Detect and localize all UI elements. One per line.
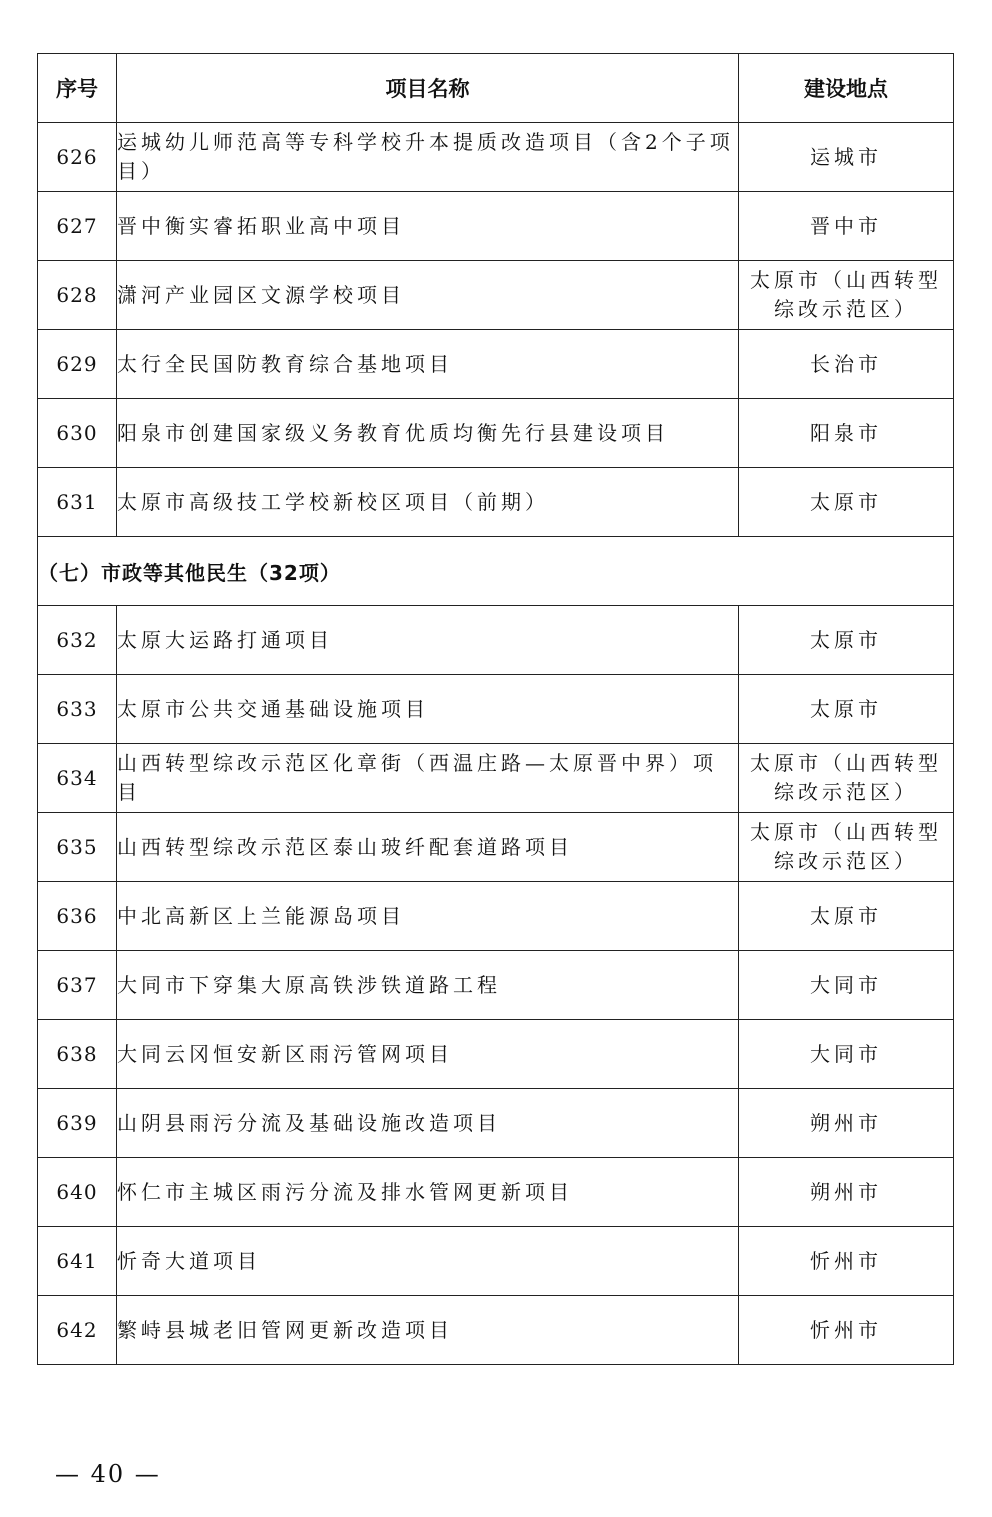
table-row [38,882,954,951]
row-name: 晋中衡实睿拓职业高中项目 [117,192,739,261]
table-row [38,123,954,192]
row-name: 阳泉市创建国家级义务教育优质均衡先行县建设项目 [117,399,739,468]
table-row [38,675,954,744]
row-num: 638 [38,1020,117,1089]
row-name: 怀仁市主城区雨污分流及排水管网更新项目 [117,1158,739,1227]
row-name: 山西转型综改示范区泰山玻纤配套道路项目 [117,813,739,882]
row-location: 太原市 [739,468,954,537]
row-num: 628 [38,261,117,330]
row-num: 636 [38,882,117,951]
row-name: 繁峙县城老旧管网更新改造项目 [117,1296,739,1365]
row-num: 629 [38,330,117,399]
section-title: （七）市政等其他民生（32项） [38,537,954,606]
row-location: 太原市 [739,606,954,675]
table-row [38,330,954,399]
row-location: 运城市 [739,123,954,192]
row-location: 太原市（山西转型综改示范区） [739,813,954,882]
row-num: 632 [38,606,117,675]
table-row [38,192,954,261]
header-num: 序号 [38,54,117,123]
page-number: — 40 — [55,1460,161,1488]
row-num: 635 [38,813,117,882]
row-name: 大同云冈恒安新区雨污管网项目 [117,1020,739,1089]
row-location: 阳泉市 [739,399,954,468]
row-name: 潇河产业园区文源学校项目 [117,261,739,330]
row-location: 朔州市 [739,1158,954,1227]
row-num: 637 [38,951,117,1020]
section-row [38,537,954,606]
table-row [38,1020,954,1089]
row-location: 大同市 [739,951,954,1020]
table-row [38,1158,954,1227]
row-name: 山阴县雨污分流及基础设施改造项目 [117,1089,739,1158]
project-table [37,53,954,1365]
row-num: 631 [38,468,117,537]
row-num: 626 [38,123,117,192]
table-row [38,606,954,675]
table-row [38,813,954,882]
row-name: 中北高新区上兰能源岛项目 [117,882,739,951]
row-location: 朔州市 [739,1089,954,1158]
header-name: 项目名称 [117,54,739,123]
row-name: 山西转型综改示范区化章街（西温庄路—太原晋中界）项目 [117,744,739,813]
row-location: 晋中市 [739,192,954,261]
row-num: 627 [38,192,117,261]
row-location: 忻州市 [739,1296,954,1365]
table-row [38,1296,954,1365]
row-num: 630 [38,399,117,468]
row-num: 634 [38,744,117,813]
row-location: 忻州市 [739,1227,954,1296]
row-name: 大同市下穿集大原高铁涉铁道路工程 [117,951,739,1020]
row-num: 642 [38,1296,117,1365]
row-num: 640 [38,1158,117,1227]
row-location: 太原市（山西转型综改示范区） [739,744,954,813]
header-location: 建设地点 [739,54,954,123]
row-num: 633 [38,675,117,744]
row-location: 大同市 [739,1020,954,1089]
row-num: 641 [38,1227,117,1296]
row-location: 太原市 [739,882,954,951]
row-location: 长治市 [739,330,954,399]
row-num: 639 [38,1089,117,1158]
row-name: 太原大运路打通项目 [117,606,739,675]
row-location: 太原市 [739,675,954,744]
table-row [38,399,954,468]
table-row [38,1089,954,1158]
row-name: 太行全民国防教育综合基地项目 [117,330,739,399]
row-name: 太原市高级技工学校新校区项目（前期） [117,468,739,537]
row-name: 忻奇大道项目 [117,1227,739,1296]
row-name: 太原市公共交通基础设施项目 [117,675,739,744]
row-name: 运城幼儿师范高等专科学校升本提质改造项目（含2个子项目） [117,123,739,192]
table-row [38,468,954,537]
table-row [38,744,954,813]
table-row [38,261,954,330]
table-header-row [38,54,954,123]
table-row [38,1227,954,1296]
table-row [38,951,954,1020]
row-location: 太原市（山西转型综改示范区） [739,261,954,330]
